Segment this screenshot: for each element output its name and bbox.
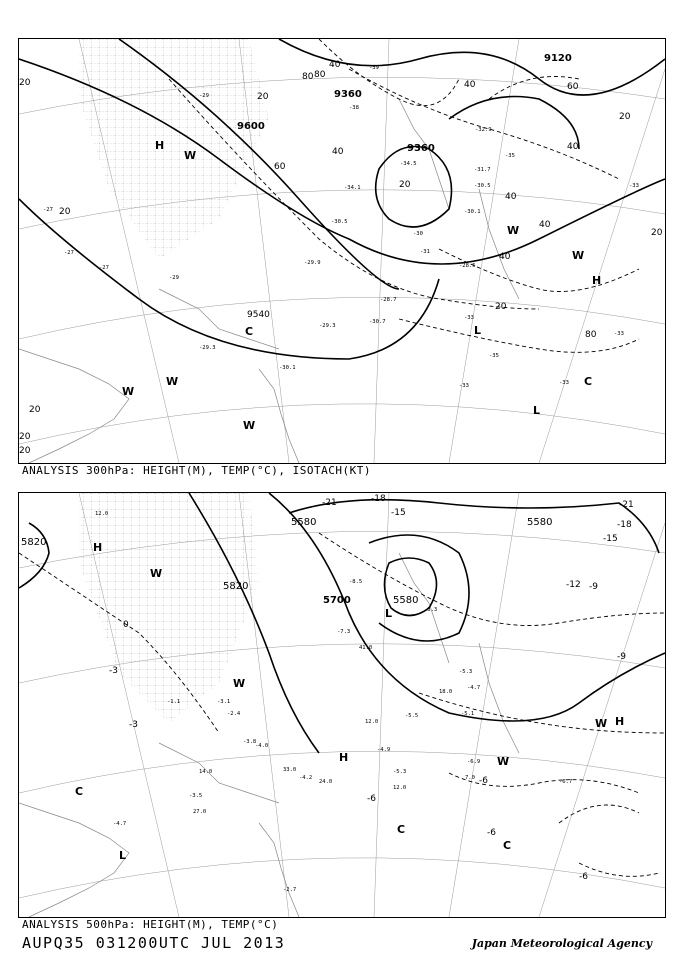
height-label: 9120: [544, 53, 572, 64]
map-panel-300hpa: [18, 38, 666, 464]
isotach-label: 40: [567, 142, 579, 152]
temp-obs: -28.5: [459, 263, 476, 269]
isotach-label: 20: [19, 446, 31, 456]
system-marker: C: [75, 785, 84, 798]
isotach-label: 40: [499, 252, 511, 262]
temp-obs: -33: [629, 183, 639, 189]
system-marker: H: [615, 715, 625, 728]
coastline: [19, 99, 519, 463]
isotach-label: 40: [539, 220, 551, 230]
system-marker: H: [339, 751, 349, 764]
isotach-label: 40: [329, 60, 341, 70]
system-marker: L: [533, 404, 541, 417]
isotach-label: 80: [314, 70, 326, 80]
system-marker: C: [397, 823, 406, 836]
temp-obs: -5.3: [459, 669, 473, 675]
height-label: 5580: [291, 517, 317, 528]
isotach-label: 80: [302, 72, 314, 82]
agency-name: Japan Meteorological Agency: [471, 937, 652, 950]
temp-obs: -4.2: [299, 775, 313, 781]
temp-obs: 41.0: [359, 645, 373, 651]
panel-caption-500hpa: ANALYSIS 500hPa: HEIGHT(M), TEMP(°C): [22, 918, 279, 931]
isotach-label: 40: [464, 80, 476, 90]
temp-label: -6: [579, 872, 588, 882]
isotach-label: 80: [585, 330, 597, 340]
temp-obs: -30.5: [331, 219, 348, 225]
map-500hpa-canvas: [19, 493, 665, 917]
temp-label: -9: [617, 652, 626, 662]
temp-obs: 14.0: [199, 769, 213, 775]
isotach-label: 20: [651, 228, 663, 238]
temp-label: -3: [129, 720, 138, 730]
height-label: 5580: [393, 595, 419, 606]
temp-obs: -38: [349, 105, 359, 111]
system-marker: W: [184, 149, 197, 162]
temp-obs: 24.0: [319, 779, 333, 785]
height-label: 9360: [407, 143, 435, 154]
system-marker: C: [245, 325, 254, 338]
temp-label: -3: [109, 666, 118, 676]
temp-label: -15: [391, 508, 406, 518]
temp-obs: -5.1: [461, 711, 475, 717]
hatched-area: [79, 493, 259, 723]
temp-obs: 12.0: [365, 719, 379, 725]
temp-obs: -33: [614, 331, 624, 337]
isotach-label: 40: [332, 147, 344, 157]
temp-label: -6: [487, 828, 496, 838]
system-marker: W: [572, 249, 585, 262]
temp-obs: -35: [489, 353, 499, 359]
system-marker: W: [233, 677, 246, 690]
temp-obs: -27: [43, 207, 53, 213]
isotach-label: 40: [505, 192, 517, 202]
temp-obs: -3.3: [424, 607, 438, 613]
temp-obs: -27: [99, 265, 109, 271]
temp-obs: -4.7: [467, 685, 481, 691]
temp-label: -21: [322, 498, 337, 508]
temp-obs: -2.7: [283, 887, 297, 893]
temp-obs: -30.5: [474, 183, 491, 189]
temp-obs: -6.7: [559, 779, 573, 785]
temp-obs: -39: [369, 65, 379, 71]
temp-obs: -34.1: [344, 185, 361, 191]
map-panel-500hpa: [18, 492, 666, 918]
height-label: 9600: [237, 121, 265, 132]
system-marker: C: [503, 839, 512, 852]
system-marker: C: [584, 375, 593, 388]
chart-code-and-time: AUPQ35 031200UTC JUL 2013: [22, 934, 286, 952]
temp-obs: -35: [505, 153, 515, 159]
coastline: [19, 553, 519, 917]
temp-obs: -4.9: [377, 747, 391, 753]
temp-obs: -34.5: [400, 161, 417, 167]
system-marker: H: [93, 541, 103, 554]
temp-obs: -30.1: [279, 365, 296, 371]
isotach-label: 60: [567, 82, 579, 92]
temp-obs: -2.4: [227, 711, 241, 717]
temp-obs: -5.5: [405, 713, 419, 719]
temp-obs: 33.0: [283, 767, 297, 773]
temp-label: -21: [619, 500, 634, 510]
temp-obs: -29.3: [319, 323, 336, 329]
temp-obs: -6.9: [467, 759, 481, 765]
temp-obs: 27.0: [193, 809, 207, 815]
temp-obs: -29.3: [199, 345, 216, 351]
temp-label: -9: [589, 582, 598, 592]
system-marker: L: [119, 849, 127, 862]
temp-obs: -31.7: [474, 167, 491, 173]
isotach-label: 20: [619, 112, 631, 122]
temp-obs: -5.3: [393, 769, 407, 775]
isotach-label: 20: [399, 180, 411, 190]
temp-label: -6: [367, 794, 376, 804]
height-label: 5820: [21, 537, 47, 548]
temp-obs: -8.5: [349, 579, 363, 585]
height-label: 5580: [527, 517, 553, 528]
system-marker: W: [122, 385, 135, 398]
isotach-label: 20: [19, 78, 31, 88]
system-marker: L: [474, 324, 482, 337]
temp-obs: -31: [420, 249, 430, 255]
height-label: 9540: [247, 310, 270, 320]
system-marker: W: [497, 755, 510, 768]
temp-obs: -7.3: [337, 629, 351, 635]
isotach-label: 20: [29, 405, 41, 415]
system-marker: W: [507, 224, 520, 237]
temp-label: -18: [617, 520, 632, 530]
height-label: 9360: [334, 89, 362, 100]
system-marker: W: [166, 375, 179, 388]
isotach-label: 20: [495, 302, 507, 312]
temp-obs: -29: [169, 275, 179, 281]
temp-obs: -30: [413, 231, 423, 237]
temp-obs: -4.0: [255, 743, 269, 749]
temp-obs: -4.7: [113, 821, 127, 827]
isotach-label: 20: [257, 92, 269, 102]
system-marker: L: [385, 607, 393, 620]
system-marker: H: [592, 274, 602, 287]
temp-obs: -1.1: [167, 699, 181, 705]
height-label: 5700: [323, 595, 351, 606]
temp-label: -6: [479, 776, 488, 786]
panel-caption-300hpa: ANALYSIS 300hPa: HEIGHT(M), TEMP(°C), ISOTACH(KT): [22, 464, 372, 477]
temp-obs: -33: [464, 315, 474, 321]
temp-obs: -3.1: [217, 699, 231, 705]
temp-obs: -33: [459, 383, 469, 389]
isotach-label: 20: [19, 432, 31, 442]
temp-obs: -30.7: [369, 319, 386, 325]
temp-obs: -27: [64, 250, 74, 256]
temp-obs: -3.5: [189, 793, 203, 799]
temp-label: -12: [566, 580, 581, 590]
hatched-area: [79, 39, 269, 259]
isotach-label: 60: [274, 162, 286, 172]
temp-label: 0: [123, 620, 129, 630]
temp-obs: 18.0: [439, 689, 453, 695]
temp-obs: 12.0: [393, 785, 407, 791]
temp-label: -18: [371, 494, 386, 504]
height-label: 5820: [223, 581, 249, 592]
system-marker: H: [155, 139, 165, 152]
temp-obs: -29: [199, 93, 209, 99]
map-300hpa-canvas: [19, 39, 665, 463]
temp-label: -15: [603, 534, 618, 544]
temp-obs: 12.0: [95, 511, 109, 517]
temp-obs: -29.9: [304, 260, 321, 266]
temp-obs: -33: [559, 380, 569, 386]
system-marker: W: [243, 419, 256, 432]
isotach-label: 20: [59, 207, 71, 217]
temp-obs: 7.0: [465, 775, 475, 781]
temp-obs: -3.8: [243, 739, 257, 745]
temp-obs: -32.9: [475, 127, 492, 133]
system-marker: W: [595, 717, 608, 730]
temp-obs: -28.7: [380, 297, 397, 303]
system-marker: W: [150, 567, 163, 580]
temp-obs: -30.1: [464, 209, 481, 215]
